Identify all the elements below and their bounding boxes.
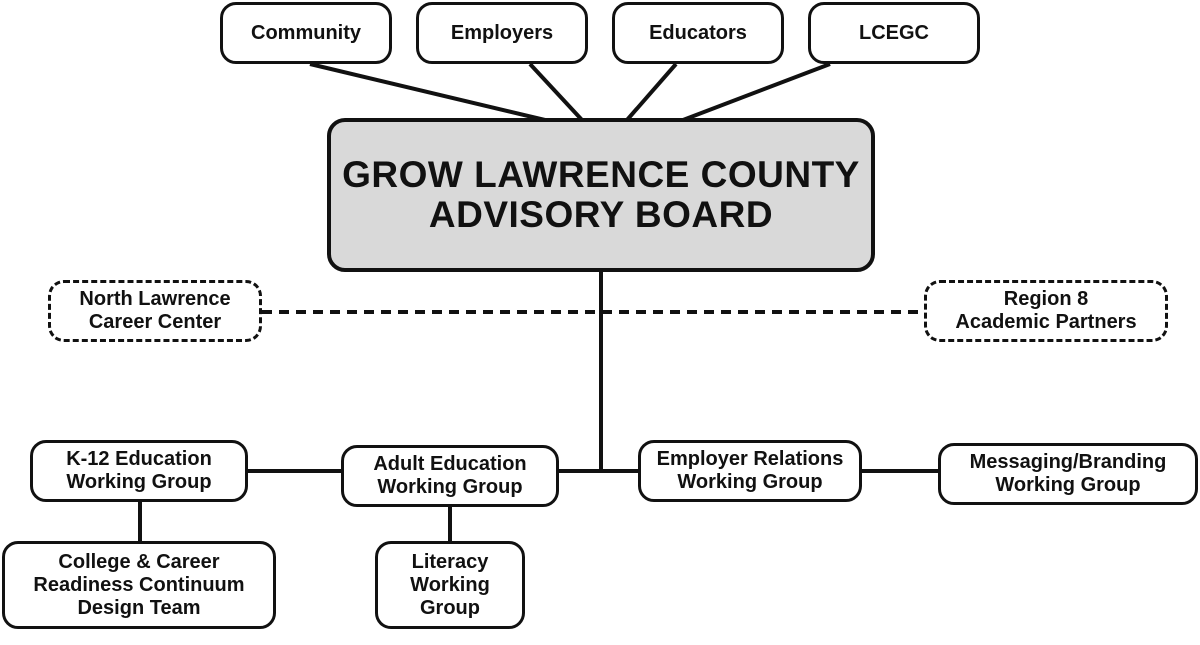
node-messaging-branding-working-group: Messaging/Branding Working Group: [938, 443, 1198, 505]
node-north-lawrence-career-center: North Lawrence Career Center: [48, 280, 262, 342]
node-adult-education-working-group: Adult Education Working Group: [341, 445, 559, 507]
node-employer-relations-working-group: Employer Relations Working Group: [638, 440, 862, 502]
node-advisory-board: GROW LAWRENCE COUNTY ADVISORY BOARD: [327, 118, 875, 272]
node-educators: Educators: [612, 2, 784, 64]
connector-employers-board: [530, 64, 582, 120]
node-literacy-working-group: Literacy Working Group: [375, 541, 525, 629]
node-community: Community: [220, 2, 392, 64]
node-lcegc: LCEGC: [808, 2, 980, 64]
node-region-8-academic-partners: Region 8 Academic Partners: [924, 280, 1168, 342]
node-k12-education-working-group: K-12 Education Working Group: [30, 440, 248, 502]
connector-lcegc-board: [683, 64, 830, 120]
node-college-career-readiness-design-team: College & Career Readiness Continuum Design Team: [2, 541, 276, 629]
node-employers: Employers: [416, 2, 588, 64]
connector-community-board: [310, 64, 545, 120]
connector-educators-board: [627, 64, 676, 120]
